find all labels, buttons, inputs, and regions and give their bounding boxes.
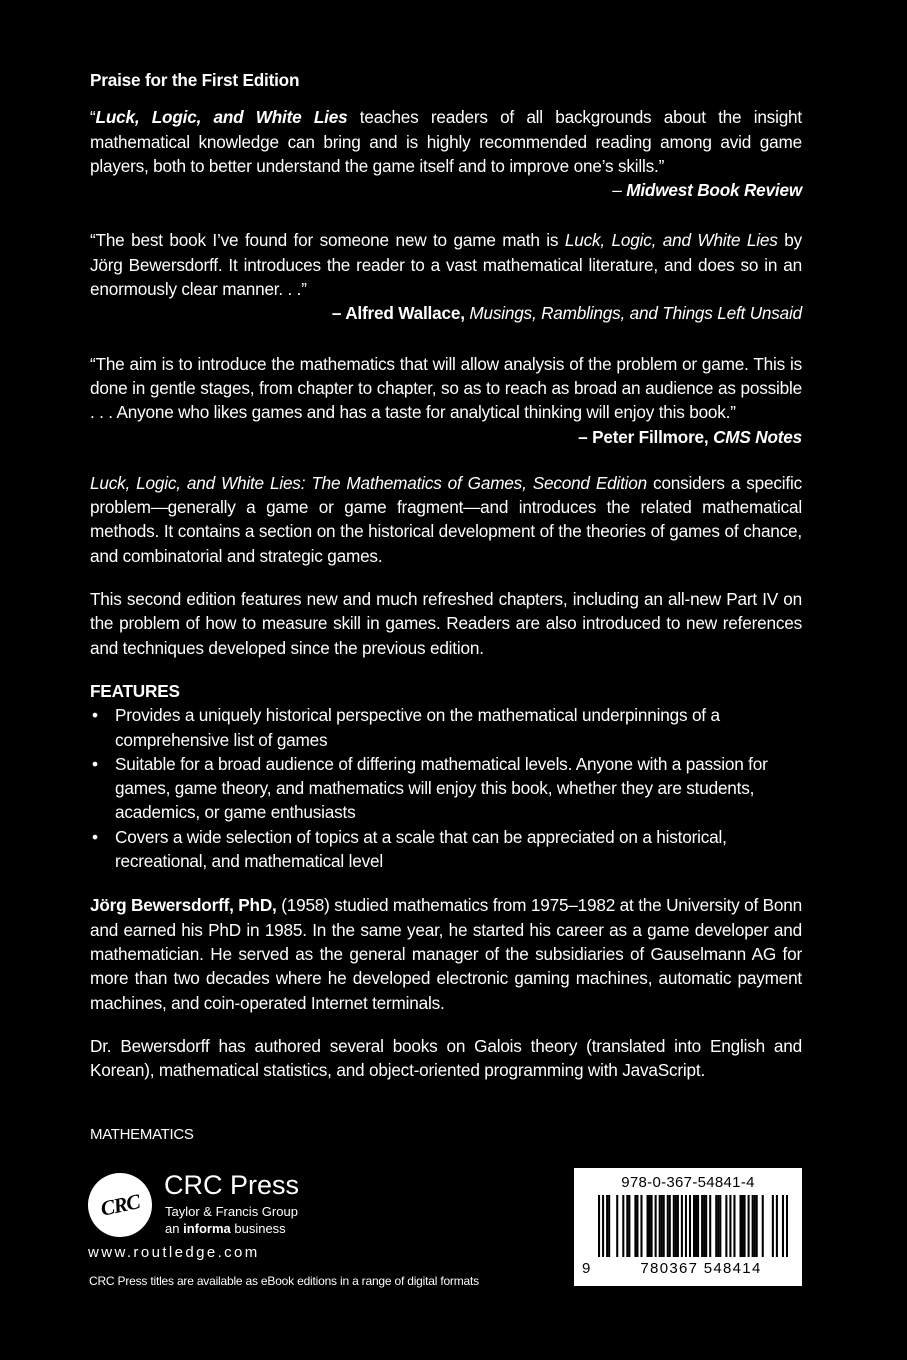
informa-word: informa	[183, 1221, 231, 1236]
barcode-bar	[776, 1195, 778, 1257]
quote-body	[90, 105, 802, 178]
publisher-informa	[165, 1220, 286, 1237]
barcode-bar	[782, 1195, 784, 1257]
barcode-bar	[634, 1195, 636, 1257]
description-text: considers a specific problem—generally a game or game fragment—and introduces the related mathematical methods. It contains a section on the historical development of the theories of games of chance, and combinatorial and strategic games.	[90, 472, 802, 566]
barcode-bar	[772, 1195, 774, 1257]
quote-attribution	[90, 301, 802, 325]
attr-source: Midwest Book Review	[626, 180, 802, 201]
barcode-bar	[717, 1195, 719, 1257]
barcode-bar	[748, 1195, 750, 1257]
barcode-bar	[677, 1195, 679, 1257]
quote-text: by Jörg Bewersdorff. It introduces the reader to a vast mathematical literature, and does so in an enormously clear manner. . .”	[90, 230, 803, 300]
quote-attribution	[90, 425, 802, 449]
barcode-bar	[661, 1195, 663, 1257]
attr-name: Alfred Wallace,	[345, 303, 470, 324]
author-name: Jörg Bewersdorff, PhD,	[90, 895, 277, 916]
book-full-title: Luck, Logic, and White Lies: The Mathematics of Games, Second Edition	[90, 472, 647, 493]
barcode-bar	[693, 1195, 695, 1257]
barcode-bar	[725, 1195, 727, 1257]
barcode-bar	[649, 1195, 651, 1257]
barcode-bar	[681, 1195, 683, 1257]
features-list	[90, 703, 802, 873]
barcode-bar	[626, 1195, 628, 1257]
barcode-bar	[709, 1195, 711, 1257]
attr-dash: –	[578, 426, 593, 447]
quote-body: “The aim is to introduce the mathematics that will allow analysis of the problem or game. This is done in gentle stages, from chapter to chapter, so as to reach as broad an audience as possible . . . Anyone who likes games and has a taste for analytical thinking will enjoy this book.”	[90, 353, 802, 423]
cover-text	[90, 68, 802, 1101]
second-edition-note: This second edition features new and much refreshed chapters, including an all-new Part IV on the problem of how to measure skill in games. Readers are also introduced to new references and techniques developed since the previous edition.	[90, 589, 802, 658]
barcode-bar	[616, 1195, 618, 1257]
barcode-bar	[667, 1195, 669, 1257]
feature-item: • Covers a wide selection of topics at a scale that can be appreciated on a historical, recreational, and mathematical level	[90, 825, 802, 874]
barcode-bar	[685, 1195, 687, 1257]
attr-source: CMS Notes	[713, 426, 802, 447]
feature-item: • Provides a uniquely historical perspective on the mathematical underpinnings of a comprehensive list of games	[90, 703, 802, 752]
barcode-image	[598, 1195, 788, 1263]
attr-source: Musings, Ramblings, and Things Left Unsaid	[469, 303, 802, 324]
author-bio-text: (1958) studied mathematics from 1975–1982 at the University of Bonn and earned his PhD in 1985. In the same year, he started his career as a game developer and mathematician. He served as the general manager of the subsidiaries of Gauselmann AG for more than two decades where he developed electronic gaming machines, automatic payment machines, and coin-operated Internet terminals.	[90, 895, 802, 1013]
quote-wallace	[90, 228, 802, 325]
quote-midwest	[90, 105, 802, 202]
barcode-bar	[675, 1195, 677, 1257]
barcode-bar	[705, 1195, 707, 1257]
informa-prefix: an	[165, 1221, 184, 1236]
barcode-bar	[695, 1195, 697, 1257]
publisher-url[interactable]: www.routledge.com	[88, 1244, 260, 1261]
quote-lead: “	[90, 107, 96, 128]
barcode-bar	[754, 1195, 756, 1257]
barcode-bar	[739, 1195, 741, 1257]
quote-attribution	[90, 178, 802, 202]
barcode-digits: 780367 548414	[640, 1260, 762, 1277]
author-bio	[90, 893, 802, 1014]
barcode-prefix-digit: 9	[582, 1260, 591, 1277]
barcode-bar	[689, 1195, 691, 1257]
author-books: Dr. Bewersdorff has authored several books on Galois theory (translated into English and Korean), mathematical statistics, and object-oriented programming with JavaScript.	[90, 1035, 802, 1081]
quote-lead: “The best book I’ve found for someone new to game math is	[90, 230, 565, 251]
barcode-bar	[598, 1195, 600, 1257]
praise-heading: Praise for the First Edition	[90, 70, 300, 90]
barcode-bar	[697, 1195, 699, 1257]
informa-suffix: business	[230, 1221, 286, 1236]
quote-body	[90, 228, 802, 301]
publisher-name: CRC Press	[164, 1170, 300, 1200]
barcode-bar	[733, 1195, 735, 1257]
features-heading: FEATURES	[90, 680, 180, 701]
ebook-note: CRC Press titles are available as eBook editions in a range of digital formats	[89, 1274, 479, 1288]
isbn-number: 978-0-367-54841-4	[621, 1174, 755, 1191]
barcode-bar	[636, 1195, 638, 1257]
barcode-bar	[756, 1195, 758, 1257]
barcode-bar	[651, 1195, 653, 1257]
barcode-bar	[744, 1195, 746, 1257]
barcode-bar	[663, 1195, 665, 1257]
barcode-bar	[786, 1195, 788, 1257]
barcode-bar	[655, 1195, 657, 1257]
barcode-bar	[608, 1195, 610, 1257]
barcode-bar	[752, 1195, 754, 1257]
barcode-bar	[669, 1195, 671, 1257]
barcode-bar	[622, 1195, 624, 1257]
barcode-bar	[606, 1195, 608, 1257]
quote-book-title: Luck, Logic, and White Lies	[95, 107, 348, 128]
barcode-bar	[628, 1195, 630, 1257]
subject-category: MATHEMATICS	[90, 1126, 194, 1143]
barcode-bar	[742, 1195, 744, 1257]
barcode-bar	[701, 1195, 703, 1257]
quote-text: teaches readers of all backgrounds about the insight mathematical knowledge can bring and is highly recommended reading among avid game players, both to better understand the game itself and to improve one’s skills.”	[90, 107, 802, 176]
attr-name: Peter Fillmore,	[592, 426, 714, 447]
feature-item: • Suitable for a broad audience of differing mathematical levels. Anyone with a passion for games, game theory, and mathematics will enjoy this book, whether they are students, academics, or game enthusiasts	[90, 752, 802, 825]
attr-dash: –	[612, 180, 627, 201]
barcode-bar	[719, 1195, 721, 1257]
barcode-bar	[703, 1195, 705, 1257]
barcode-bar	[729, 1195, 731, 1257]
barcode-bar	[659, 1195, 661, 1257]
quote-book-title: Luck, Logic, and White Lies	[564, 230, 778, 251]
barcode-bar	[715, 1195, 717, 1257]
barcode-bar	[602, 1195, 604, 1257]
barcode-bar	[762, 1195, 764, 1257]
book-description	[90, 471, 802, 568]
publisher-block	[88, 1168, 508, 1318]
quote-fillmore	[90, 352, 802, 449]
barcode-box	[574, 1168, 802, 1286]
barcode-bar	[673, 1195, 675, 1257]
crc-logo-icon: CRC	[82, 1167, 158, 1243]
attr-dash: –	[331, 303, 346, 324]
barcode-bar	[647, 1195, 649, 1257]
publisher-group: Taylor & Francis Group	[165, 1204, 298, 1219]
barcode-bar	[640, 1195, 642, 1257]
